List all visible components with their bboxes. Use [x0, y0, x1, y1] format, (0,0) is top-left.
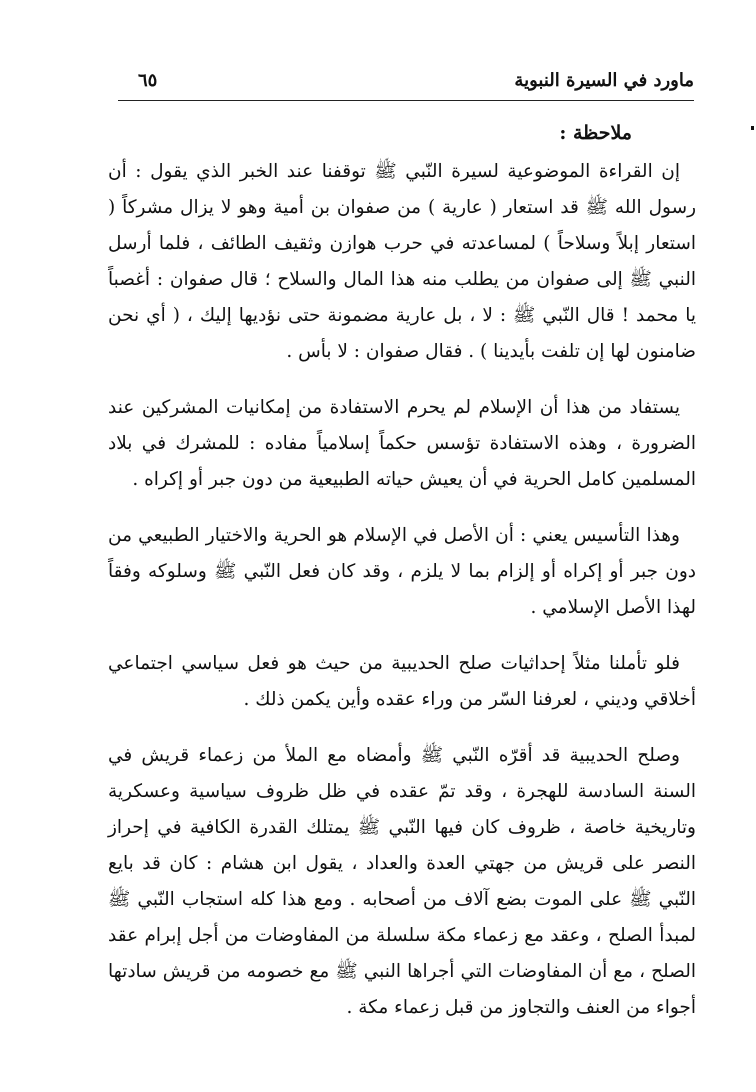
running-title: ماورد في السيرة النبوية	[514, 70, 694, 91]
note-heading: ملاحظة :	[559, 122, 632, 144]
paragraph: وصلح الحديبية قد أقرّه النّبي ﷺ وأمضاه مع الملأ من زعماء قريش في السنة السادسة للهجرة ، وقد تمّ عقده في ظل ظروف سياسية وعسكرية وتاريخية خاصة ، ظروف كان فيها النّبي ﷺ يمتلك القدرة الكافية في إحراز النصر على قريش من جهتي العدة والعداد ، يقول ابن هشام : كان قد بايع النّبي ﷺ على الموت بضع آلاف من أصحابه . ومع هذا كله استجاب النّبي ﷺ لمبدأ الصلح ، وعقد مع زعماء مكة سلسلة من المفاوضات من أجل إبرام عقد الصلح ، مع أن المفاوضات التي أجراها النبي ﷺ مع خصومه من قريش سادتها أجواء من العنف والتجاوز من قبل زعماء مكة .	[108, 745, 696, 1018]
page-header	[118, 64, 694, 101]
paragraph: يستفاد من هذا أن الإسلام لم يحرم الاستفادة من إمكانيات المشركين عند الضرورة ، وهذه الاستفادة تؤسس حكماً إسلامياً مفاده : للمشرك في بلاد المسلمين كامل الحرية في أن يعيش حياته الطبيعية من دون جبر أو إكراه .	[108, 397, 697, 490]
paragraph: فلو تأملنا مثلاً إحداثيات صلح الحديبية من حيث هو فعل سياسي اجتماعي أخلاقي وديني ، لعرفنا السّر من وراء عقده وأين يكمن ذلك .	[108, 653, 696, 710]
page-body	[108, 116, 696, 1046]
paragraph: إن القراءة الموضوعية لسيرة النّبي ﷺ توقفنا عند الخبر الذي يقول : أن رسول الله ﷺ قد استعار ( عارية ) من صفوان بن أمية وهو لا يزال مشركاً ( استعار إبلاً وسلاحاً ) لمساعدته في حرب هوازن وثقيف الطائف ، فلما أرسل النبي ﷺ إلى صفوان من يطلب منه هذا المال والسلاح ؛ قال صفوان : أغصباً يا محمد ! قال النّبي ﷺ : لا ، بل عارية مضمونة حتى نؤديها إليك ، ( أي نحن ضامنون لها إن تلفت بأيدينا ) . فقال صفوان : لا بأس .	[108, 161, 696, 362]
page-number: ٦٥	[138, 70, 158, 91]
margin-mark	[751, 126, 754, 130]
paragraph: وهذا التأسيس يعني : أن الأصل في الإسلام هو الحرية والاختيار الطبيعي من دون جبر أو إكراه أو إلزام بما لا يلزم ، وقد كان فعل النّبي ﷺ وسلوكه وفقاً لهذا الأصل الإسلامي .	[108, 525, 696, 618]
